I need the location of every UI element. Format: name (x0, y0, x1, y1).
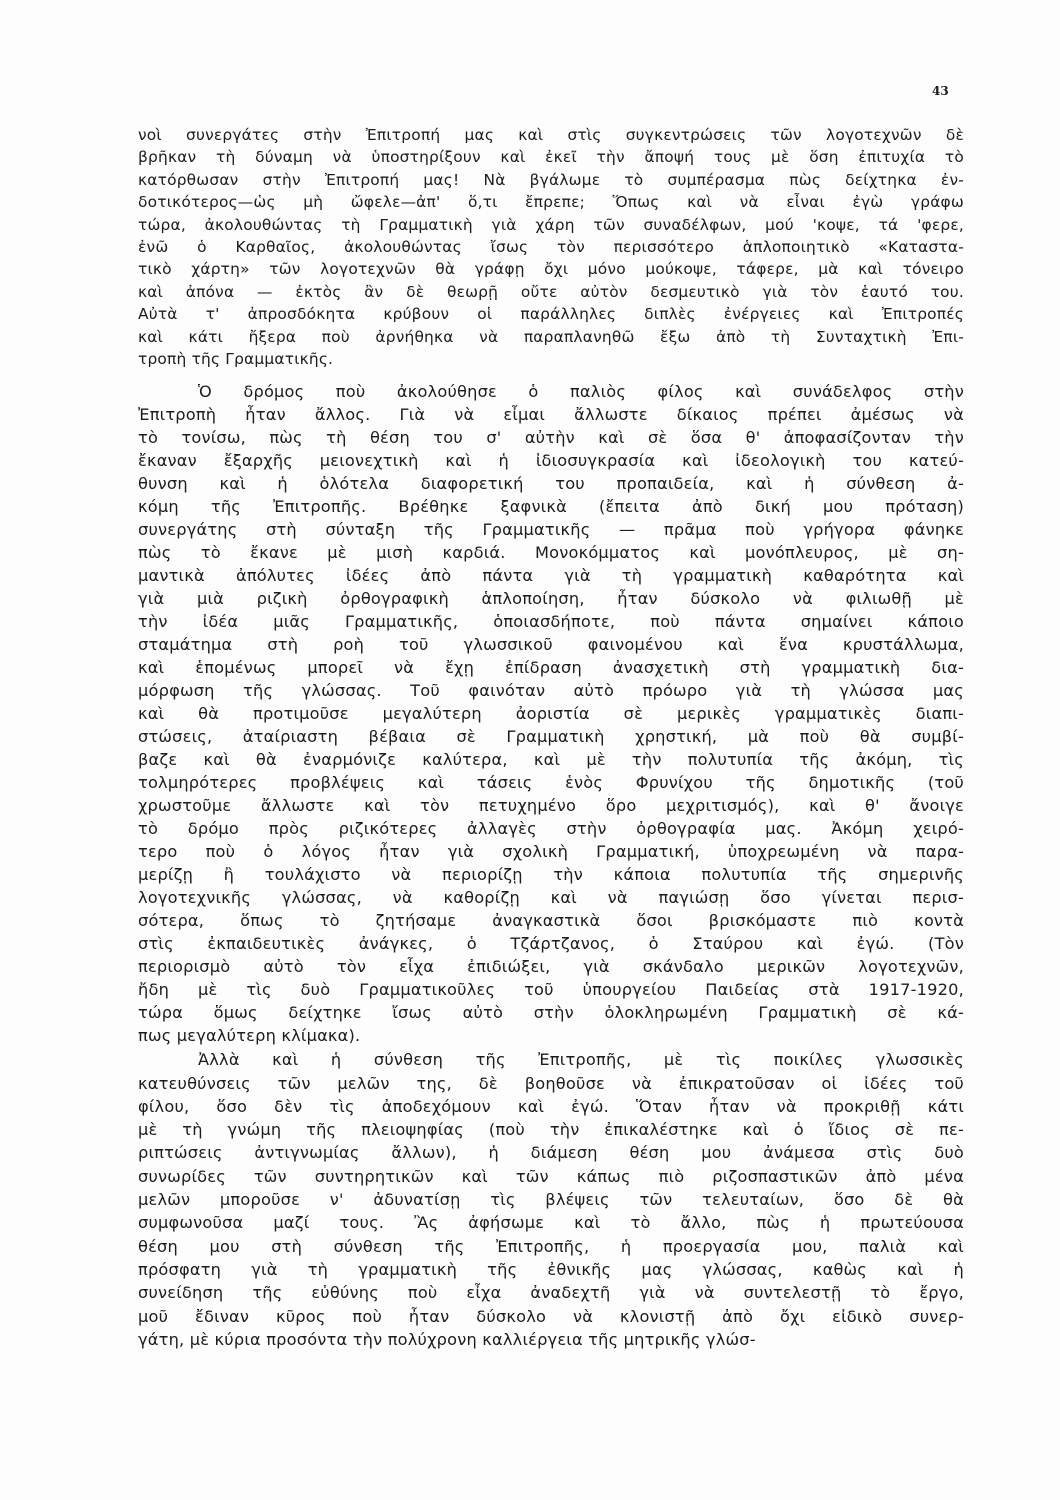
text-line: θέση μου στὴ σύνθεση τῆς Ἐπιτροπῆς, ἡ προεργασία μου, παλιὰ καὶ (138, 1236, 964, 1256)
text-line: γιὰ μιὰ ριζικὴ ὀρθογραφικὴ ἁπλοποίηση, ἦταν δύσκολο νὰ φιλιωθῇ μὲ (138, 589, 964, 609)
text-line: πρόσφατη γιὰ τὴ γραμματικὴ τῆς ἐθνικῆς μας γλώσσας, καθὼς καὶ ἡ (138, 1259, 964, 1279)
text-line: περιορισμὸ αὐτὸ τὸν εἶχα ἐπιδιώξει, γιὰ σκάνδαλο μερικῶν λογοτεχνῶν, (138, 957, 964, 977)
text-line: καὶ θὰ προτιμοῦσε μεγαλύτερη ἀοριστία σὲ μερικὲς γραμματικὲς διαπι- (138, 704, 964, 724)
text-line: καὶ ἑπομένως μπορεῖ νὰ ἔχῃ ἐπίδραση ἀνασχετικὴ στὴ γραμματικὴ δια- (138, 658, 964, 678)
paragraph-2 (138, 380, 964, 1047)
text-line: κόμη τῆς Ἐπιτροπῆς. Βρέθηκε ξαφνικὰ (ἔπειτα ἀπὸ δική μου πρόταση) (138, 497, 964, 517)
text-line: τροπὴ τῆς Γραμματικῆς. (138, 349, 334, 368)
text-line: θυνση καὶ ἡ ὁλότελα διαφορετική του προπαιδεία, καὶ ἡ σύνθεση ἀ- (138, 474, 964, 494)
text-line: χρωστοῦμε ἄλλωστε καὶ τὸν πετυχημένο ὅρο μεχριτισμός), καὶ θ' ἄνοιγε (138, 796, 964, 816)
text-line: πὼς τὸ ἔκανε μὲ μισὴ καρδιά. Μονοκόμματος καὶ μονόπλευρος, μὲ ση- (138, 543, 964, 563)
text-line: μόρφωση τῆς γλώσσας. Τοῦ φαινόταν αὐτὸ πρόωρο γιὰ τὴ γλώσσα μας (138, 681, 964, 701)
text-line: μὲ τὴ γνώμη τῆς πλειοψηφίας (ποὺ τὴν ἐπικαλέστηκε καὶ ὁ ἴδιος σὲ πε- (138, 1120, 964, 1140)
text-line: σταμάτημα στὴ ροὴ τοῦ γλωσσικοῦ φαινομένου καὶ ἕνα κρυστάλλωμα, (138, 635, 964, 655)
text-line: πως μεγαλύτερη κλίμακα). (138, 1026, 361, 1046)
text-line: ἔκαναν ἔξαρχῆς μειονεχτικὴ καὶ ἡ ἰδιοσυγκρασία καὶ ἰδεολογικὴ του κατεύ- (138, 451, 964, 471)
text-line: δοτικότερος—ὡς μὴ ὤφελε—ἀπ' ὅ,τι ἔπρεπε; Ὅπως καὶ νὰ εἶναι ἐγὼ γράφω (138, 193, 964, 212)
text-line: μελῶν μποροῦσε ν' ἀδυνατίσῃ τὶς βλέψεις τῶν τελευταίων, ὅσο δὲ θὰ (138, 1190, 964, 1210)
paragraph-1 (138, 124, 964, 370)
text-line: καὶ ἀπόνα — ἐκτὸς ἂν δὲ θεωρῇ οὔτε αὐτὸν δεσμευτικὸ γιὰ τὸν ἑαυτό του. (138, 282, 964, 301)
body-text (138, 124, 964, 1351)
page-number: 43 (932, 84, 949, 98)
paragraph-3 (138, 1048, 964, 1351)
text-line: καὶ κάτι ἤξερα ποὺ ἀρνήθηκα νὰ παραπλανηθῶ ἔξω ἀπὸ τὴ Συνταχτικὴ Ἐπι- (138, 327, 964, 346)
text-line: Ἀλλὰ καὶ ἡ σύνθεση τῆς Ἐπιτροπῆς, μὲ τὶς ποικίλες γλωσσικὲς (198, 1050, 964, 1070)
text-line: μερίζῃ ἢ τουλάχιστο νὰ περιορίζῃ τὴν κάποια πολυτυπία τῆς σημερινῆς (138, 865, 964, 885)
text-line: τὸ τονίσω, πὼς τὴ θέση του σ' αὐτὴν καὶ σὲ ὅσα θ' ἀποφασίζονταν τὴν (138, 428, 964, 448)
text-line: συνωρίδες τῶν συντηρητικῶν καὶ τῶν κάπως πιὸ ριζοσπαστικῶν ἀπὸ μένα (138, 1166, 964, 1186)
text-line: ἤδη μὲ τὶς δυὸ Γραμματικοῦλες τοῦ ὑπουργείου Παιδείας στὰ 1917-1920, (138, 980, 964, 1000)
text-line: λογοτεχνικῆς γλώσσας, νὰ καθορίζῃ καὶ νὰ παγιώσῃ ὅσο γίνεται περισ- (138, 888, 964, 908)
text-line: Αὐτὰ τ' ἀπροσδόκητα κρύβουν οἱ παράλληλες διπλὲς ἐνέργειες καὶ Ἐπιτροπές (138, 305, 964, 324)
text-line: μαντικὰ ἀπόλυτες ἰδέες ἀπὸ πάντα γιὰ τὴ γραμματικὴ καθαρότητα καὶ (138, 566, 964, 586)
text-line: τολμηρότερες προβλέψεις καὶ τάσεις ἑνὸς Φρυνίχου τῆς δημοτικῆς (τοῦ (138, 773, 964, 793)
text-line: τώρα ὅμως δείχτηκε ἴσως αὐτὸ στὴν ὁλοκληρωμένη Γραμματικὴ σὲ κά- (138, 1003, 964, 1023)
text-line: συμφωνοῦσα μαζί τους. Ἂς ἀφήσωμε καὶ τὸ ἄλλο, πὼς ἡ πρωτεύουσα (138, 1213, 964, 1233)
text-line: ἐνῶ ὁ Καρθαῖος, ἀκολουθώντας ἴσως τὸν περισσότερο ἁπλοποιητικὸ «Καταστα- (138, 237, 964, 256)
text-line: στώσεις, ἀταίριαστη βέβαια σὲ Γραμματικὴ χρηστική, μὰ ποὺ θὰ συμβί- (138, 727, 964, 747)
text-line: νοὶ συνεργάτες στὴν Ἐπιτροπή μας καὶ στὶς συγκεντρώσεις τῶν λογοτεχνῶν δὲ (138, 126, 964, 144)
text-line: στὶς ἐκπαιδευτικὲς ἀνάγκες, ὁ Τζάρτζανος, ὁ Σταύρου καὶ ἐγώ. (Τὸν (138, 934, 964, 954)
text-line: βαζε καὶ θὰ ἐναρμόνιζε καλύτερα, καὶ μὲ τὴν πολυτυπία τῆς ἀκόμη, τὶς (138, 750, 964, 770)
text-line: γάτη, μὲ κύρια προσόντα τὴν πολύχρονη καλλιέργεια τῆς μητρικῆς γλώσ- (138, 1329, 756, 1349)
text-line: κατόρθωσαν στὴν Ἐπιτροπή μας! Νὰ βγάλωμε τὸ συμπέρασμα πὼς δείχτηκα ἐν- (138, 170, 964, 189)
text-line: Ἐπιτροπὴ ἦταν ἄλλος. Γιὰ νὰ εἶμαι ἄλλωστε δίκαιος πρέπει ἀμέσως νὰ (138, 405, 964, 425)
text-line: ριπτώσεις ἀντιγνωμίας ἄλλων), ἡ διάμεση θέση μου ἀνάμεσα στὶς δυὸ (138, 1143, 964, 1163)
text-line: συνεργάτης στὴ σύνταξη τῆς Γραμματικῆς — πρᾶμα ποὺ γρήγορα φάνηκε (138, 520, 964, 540)
text-line: τώρα, ἀκολουθώντας τὴ Γραμματικὴ γιὰ χάρη τῶν συναδέλφων, μού 'κοψε, τά 'φερε, (138, 215, 964, 234)
text-line: σότερα, ὅπως τὸ ζητήσαμε ἀναγκαστικὰ ὅσοι βρισκόμαστε πιὸ κοντὰ (138, 911, 964, 931)
text-line: τὴν ἰδέα μιᾶς Γραμματικῆς, ὁποιασδήποτε, ποὺ πάντα σημαίνει κάποιο (138, 612, 964, 632)
text-line: βρῆκαν τὴ δύναμη νὰ ὑποστηρίξουν καὶ ἐκεῖ τὴν ἄποψή τους μὲ ὅση ἐπιτυχία τὸ (138, 148, 964, 167)
text-line: Ὁ δρόμος ποὺ ἀκολούθησε ὁ παλιὸς φίλος καὶ συνάδελφος στὴν (198, 382, 964, 402)
text-line: κατευθύνσεις τῶν μελῶν της, δὲ βοηθοῦσε νὰ ἐπικρατοῦσαν οἱ ἰδέες τοῦ (138, 1073, 964, 1093)
text-line: τερο ποὺ ὁ λόγος ἦταν γιὰ σχολικὴ Γραμματική, ὑποχρεωμένη νὰ παρα- (138, 842, 964, 862)
text-line: μοῦ ἔδιναν κῦρος ποὺ ἦταν δύσκολο νὰ κλονιστῇ ἀπὸ ὄχι εἰδικὸ συνερ- (138, 1306, 964, 1326)
text-line: συνείδηση τῆς εὐθύνης ποὺ εἶχα ἀναδεχτῆ γιὰ νὰ συντελεστῇ τὸ ἔργο, (138, 1283, 964, 1303)
text-line: τὸ δρόμο πρὸς ριζικότερες ἀλλαγὲς στὴν ὀρθογραφία μας. Ἀκόμη χειρό- (138, 819, 964, 839)
text-line: φίλου, ὅσο δὲν τὶς ἀποδεχόμουν καὶ ἐγώ. Ὅταν ἦταν νὰ προκριθῇ κάτι (138, 1096, 964, 1116)
text-line: τικὸ χάρτη» τῶν λογοτεχνῶν θὰ γράφῃ ὄχι μόνο μούκοψε, τάφερε, μὰ καὶ τόνειρο (138, 260, 964, 279)
